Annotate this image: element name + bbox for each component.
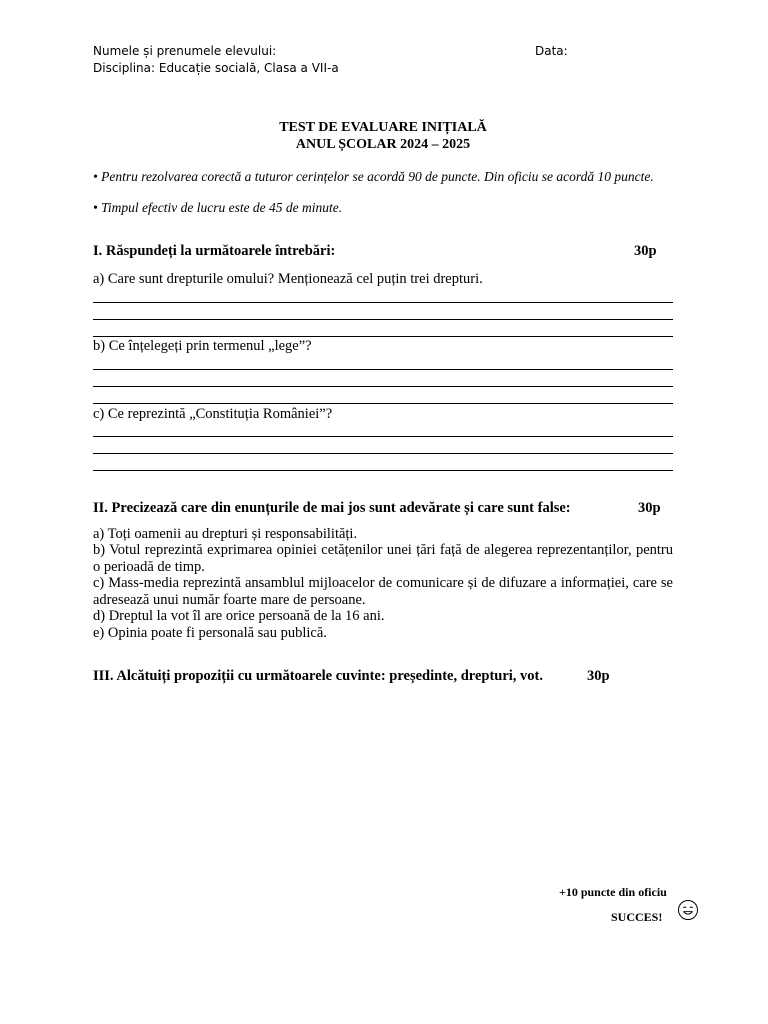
discipline-line: Disciplina: Educație socială, Clasa a VII-a (93, 61, 339, 75)
answer-line (93, 470, 673, 471)
answer-line (93, 302, 673, 303)
student-name-label: Numele și prenumele elevului: (93, 44, 277, 58)
question-c: c) Ce reprezintă „Constituția României”? (93, 406, 333, 422)
section-3-points: 30p (587, 668, 610, 684)
section-3-heading: III. Alcătuiți propoziții cu următoarele cuvinte: președinte, drepturi, vot. (93, 668, 544, 684)
section-1-heading: I. Răspundeți la următoarele întrebări: (93, 243, 336, 259)
smiley-face-icon (677, 899, 699, 921)
answer-line (93, 319, 673, 320)
test-title: TEST DE EVALUARE INIȚIALĂ (279, 120, 487, 135)
school-year-title: ANUL ȘCOLAR 2024 – 2025 (295, 137, 471, 152)
statement-e: e) Opinia poate fi personală sau publică. (93, 625, 327, 641)
answer-line (93, 403, 673, 404)
answer-line (93, 436, 673, 437)
section-1-points: 30p (634, 243, 657, 259)
answer-line (93, 336, 673, 337)
bonus-points-note: +10 puncte din oficiu (559, 885, 667, 899)
answer-line (93, 453, 673, 454)
statement-d: d) Dreptul la vot îl are orice persoană de la 16 ani. (93, 608, 385, 624)
success-text: SUCCES! (611, 910, 663, 924)
instruction-time: • Timpul efectiv de lucru este de 45 de minute. (93, 200, 343, 215)
statement-b: b) Votul reprezintă exprimarea opiniei cetățenilor unei țări față de alegerea reprezentanților, pentru o perioadă de timp. (93, 542, 673, 575)
question-b: b) Ce înțelegeți prin termenul „lege”? (93, 338, 312, 354)
section-2-heading: II. Precizează care din enunțurile de mai jos sunt adevărate și care sunt false: (93, 500, 571, 516)
section-2-points: 30p (638, 500, 661, 516)
statement-a: a) Toți oamenii au drepturi și responsabilități. (93, 526, 358, 542)
instruction-points: • Pentru rezolvarea corectă a tuturor cerințelor se acordă 90 de puncte. Din oficiu se acordă 10 puncte. (93, 169, 654, 184)
date-label: Data: (535, 44, 568, 58)
statement-c: c) Mass-media reprezintă ansamblul mijloacelor de comunicare și de difuzare a informației, care se adresează unui număr foarte mare de persoane. (93, 575, 673, 608)
answer-line (93, 386, 673, 387)
answer-line (93, 369, 673, 370)
question-a: a) Care sunt drepturile omului? Menționează cel puțin trei drepturi. (93, 271, 483, 287)
